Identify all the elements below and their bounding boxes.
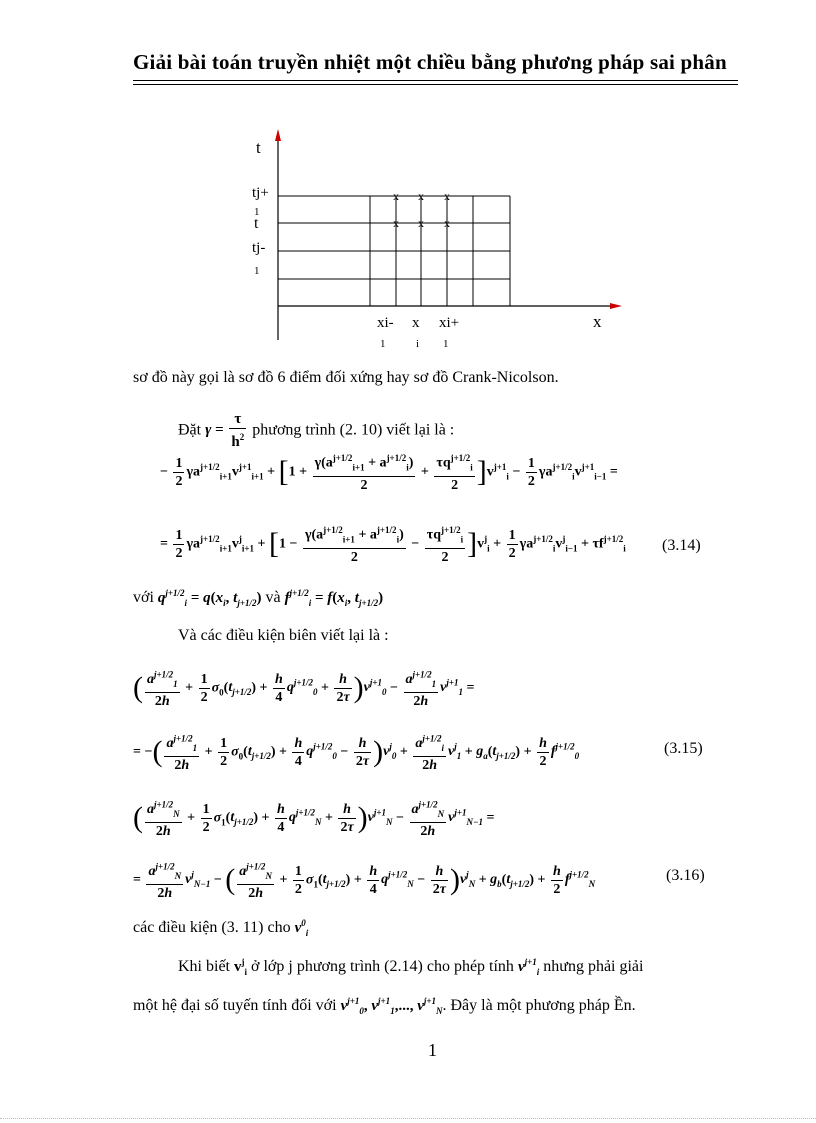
mot-text-b: . Đây là một phương pháp Ền. <box>442 997 636 1014</box>
khi-text-b: ở lớp j phương trình (2.14) cho phép tính <box>251 958 514 975</box>
x-axis-arrow <box>610 303 622 309</box>
gamma-definition <box>178 411 454 451</box>
set-prefix: Đặt <box>178 421 202 439</box>
unknown-vector: $v^{j+1}_0$, $v^{j+1}_1$,..., $v^{j+1}_N$ <box>340 996 443 1016</box>
page-header-title: Giải bài toán truyền nhiệt một chiều bằng phương pháp sai phân <box>133 50 727 74</box>
q-definition: $q^{j+1/2}_i = q(x_i$, $t_{j+1/2}$) <box>157 588 262 608</box>
page-number: 1 <box>428 1040 437 1060</box>
dk-text: các điều kiện (3. 11) cho <box>133 919 291 936</box>
definition-line <box>133 588 383 608</box>
voi-text: với <box>133 589 154 606</box>
t-tick-label: t <box>254 215 259 232</box>
equation-number-3-15: (3.15) <box>664 740 703 757</box>
x-tick-label: 1 <box>443 338 449 350</box>
equation-3-15-line-2: = −( $\frac{a^{j+1/2}_1}{2h}$ + $\frac{1}{2}$ $\sigma_0(t_{j+1/2})$ + $\frac{h}{4}$ $q^{j+1/2}_0$ − $\frac{h}{2\tau}$ )$v^j_0$ + $\frac{a^{j+1/2}_i}{2h}$ $v^j_1 + g_a(t_{j+1/2})$ + $\frac{h}{2}$ $f^{j+1/2}_0$ <box>133 730 579 774</box>
t-tick-label: 1 <box>254 206 260 218</box>
x-tick-label: i <box>416 338 420 350</box>
t-axis-label: t <box>256 138 261 157</box>
set-suffix: phương trình (2. 10) viết lại là : <box>252 421 455 439</box>
equation-number-3-14: (3.14) <box>662 537 701 554</box>
stencil-marker: x <box>418 189 424 203</box>
x-axis-label: x <box>593 312 602 331</box>
equation-3-16-line-1: ( $\frac{a^{j+1/2}_N}{2h}$ + $\frac{1}{2}$ $\sigma_1(t_{j+1/2})$ + $\frac{h}{4}$ $q^{j+1/2}_N$ + $\frac{h}{2\tau}$ )$v^{j+1}_N$ − $\frac{a^{j+1/2}_N}{2h}$ $v^{j+1}_{N-1}$ = <box>133 796 494 840</box>
figure-caption: sơ đồ này gọi là sơ đồ 6 điểm đối xứng hay sơ đồ Crank-Nicolson. <box>133 369 559 386</box>
mot-text-a: một hệ đại số tuyến tính đối với <box>133 997 337 1014</box>
khi-text-a: Khi biết <box>178 958 230 975</box>
f-definition: $f^{j+1/2}_i = f(x_i$, $t_{j+1/2}$) <box>284 588 384 608</box>
initial-condition-line <box>133 918 308 938</box>
t-axis-arrow <box>275 129 281 141</box>
gamma-formula: γ = $\frac{\tau}{h^2}$ <box>205 411 245 450</box>
vij1-symbol: $v^{j+1}_i$ <box>517 957 540 977</box>
boundary-intro: Và các điều kiện biên viết lại là : <box>178 627 389 644</box>
equation-3-14-line-1: − $\frac{1}{2}$ $\gamma a^{j+1/2}_{i+1}v^{j+1}_{i+1} + [1$ + $\frac{\gamma(a^{j+1/2}_{i+1} + a^{j+1/2}_i)}{2}$ + $\frac{\tau q^{j+1/2}_i}{2}$ ]$v^{j+1}_i$ − $\frac{1}{2}$ $\gamma a^{j+1/2}_iv^{j+1}_{i-1}$ = <box>160 450 618 494</box>
vij-symbol: $v^j_i$ <box>234 957 248 977</box>
x-tick-label: xi+ <box>439 315 460 331</box>
equation-3-16-line-2: = $\frac{a^{j+1/2}_N}{2h}$ $v^j_{N-1}$ − ( $\frac{a^{j+1/2}_N}{2h}$ + $\frac{1}{2}$ $\sigma_1(t_{j+1/2})$ + $\frac{h}{4}$ $q^{j+1/2}_N$ − $\frac{h}{2\tau}$ )$v^j_N + g_b(t_{j+1/2})$ + $\frac{h}{2}$ $f^{j+1/2}_N$ <box>133 858 595 902</box>
stencil-marker: x <box>444 189 450 203</box>
va-text: và <box>265 589 281 606</box>
linear-system-line <box>133 996 636 1016</box>
stencil-marker: x <box>393 189 399 203</box>
stencil-marker: x <box>418 216 424 230</box>
header-rule-top <box>133 80 738 81</box>
equation-3-14-line-2: = $\frac{1}{2}$ $\gamma a^{j+1/2}_{i+1}v^j_{i+1} + [1$ − $\frac{\gamma(a^{j+1/2}_{i+1} + a^{j+1/2}_i)}{2}$ − $\frac{\tau q^{j+1/2}_i}{2}$ ]$v^j_i$ + $\frac{1}{2}$ $\gamma a^{j+1/2}_iv^j_{i-1} + \tau f^{j+1/2}_i$ <box>160 522 626 566</box>
khi-biet-line <box>178 957 643 977</box>
equation-number-3-16: (3.16) <box>666 867 705 884</box>
x-tick-label: 1 <box>380 338 386 350</box>
x-tick-label: xi- <box>377 315 394 331</box>
page-bottom-dotted-line <box>0 1118 816 1119</box>
x-tick-label: x <box>412 315 420 331</box>
t-tick-label: tj- <box>252 240 266 256</box>
stencil-marker: x <box>393 216 399 230</box>
khi-text-c: nhưng phải giải <box>543 958 644 975</box>
t-tick-label: 1 <box>254 265 260 277</box>
t-tick-label: tj+ <box>252 185 269 201</box>
stencil-marker: x <box>444 216 450 230</box>
header-rule-bottom <box>133 84 738 85</box>
crank-nicolson-grid-figure <box>240 125 640 355</box>
v0-symbol: $v^0_i$ <box>294 918 309 938</box>
equation-3-15-line-1: ( $\frac{a^{j+1/2}_1}{2h}$ + $\frac{1}{2}$ $\sigma_0(t_{j+1/2})$ + $\frac{h}{4}$ $q^{j+1/2}_0$ + $\frac{h}{2\tau}$ )$v^{j+1}_0$ − $\frac{a^{j+1/2}_1}{2h}$ $v^{j+1}_1$ = <box>133 666 474 710</box>
